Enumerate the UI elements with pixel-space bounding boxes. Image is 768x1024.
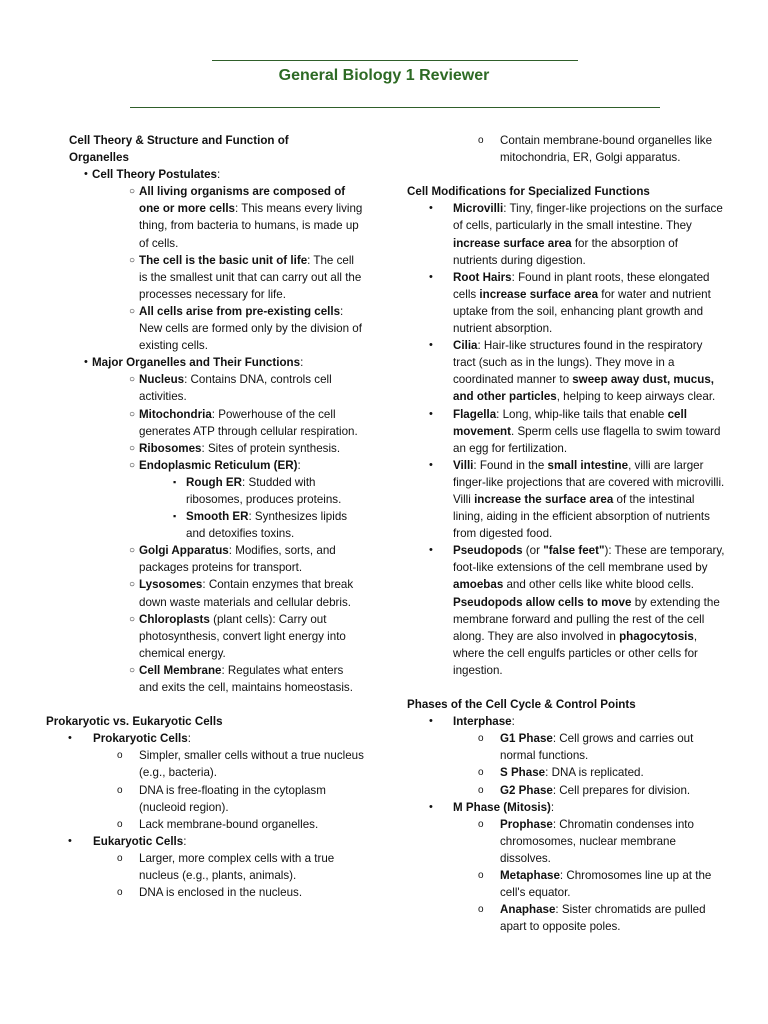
item-text: Metaphase: Chromosomes line up at the cell's equator. [500, 869, 712, 900]
list-item [129, 371, 364, 405]
item-text: M Phase (Mitosis): [453, 800, 555, 814]
list-item [478, 816, 725, 867]
item-text: Cell Membrane: Regulates what enters and exits the cell, maintains homeostasis. [139, 663, 353, 694]
bullet-icon: • [68, 834, 72, 847]
item-text: Prokaryotic vs. Eukaryotic Cells [46, 715, 223, 729]
right-column [407, 132, 725, 935]
circle-bullet-icon: o [478, 767, 484, 779]
list-item [68, 730, 363, 747]
circle-bullet-icon: ○ [129, 664, 136, 676]
item-text: Endoplasmic Reticulum (ER): [139, 458, 301, 472]
list-item [429, 337, 725, 405]
item-text: G2 Phase: Cell prepares for division. [500, 783, 691, 797]
item-text: Interphase: [453, 715, 515, 729]
list-item [84, 166, 362, 183]
circle-bullet-icon: ○ [129, 254, 136, 266]
bullet-icon: • [429, 715, 433, 728]
item-text: Phases of the Cell Cycle & Control Points [407, 698, 636, 712]
list-item [429, 542, 725, 679]
circle-bullet-icon: ○ [129, 408, 136, 420]
item-text: Prophase: Chromatin condenses into chromosomes, nuclear membrane dissolves. [500, 817, 694, 865]
item-text: Cell Modifications for Specialized Functions [407, 185, 650, 199]
circle-bullet-icon: o [478, 135, 484, 146]
item-text: All living organisms are composed of one or more cells: This means every living thing, from bacteria to humans, is made up of cells. [139, 185, 363, 250]
bullet-icon: • [429, 407, 433, 420]
list-item [478, 730, 725, 764]
bullet-icon: • [84, 356, 88, 369]
left-column [46, 132, 366, 901]
item-text: Cilia: Hair-like structures found in the respiratory tract (such as in the lungs). They move in a coordinated manner to sweep away dust, mucus, and other particles, helping to keep airways clear. [453, 339, 716, 404]
item-text: Rough ER: Studded with ribosomes, produces proteins. [186, 475, 342, 506]
bullet-icon: • [429, 202, 433, 215]
bullet-icon: • [429, 458, 433, 471]
circle-bullet-icon: o [117, 750, 123, 762]
list-item [84, 354, 362, 371]
list-item [478, 901, 725, 935]
section-heading [46, 713, 346, 730]
item-text: Cell Theory & Structure and Function of Organelles [69, 134, 289, 165]
item-text: Golgi Apparatus: Modifies, sorts, and packages proteins for transport. [139, 544, 336, 575]
item-text: DNA is enclosed in the nucleus. [139, 886, 303, 900]
list-item [117, 782, 364, 816]
circle-bullet-icon: o [478, 870, 484, 882]
list-item [117, 747, 364, 781]
item-text: Lack membrane-bound organelles. [139, 817, 319, 831]
circle-bullet-icon: ○ [129, 613, 136, 625]
top-rule [212, 60, 578, 61]
bottom-rule [130, 107, 660, 108]
list-item [129, 183, 364, 251]
list-item [129, 457, 364, 474]
list-item [429, 713, 725, 730]
list-item [429, 200, 725, 268]
list-item [173, 474, 366, 508]
list-item [129, 611, 364, 662]
list-item [478, 782, 725, 799]
item-text: The cell is the basic unit of life: The cell is the smallest unit that can carry out all the processes necessary for life. [139, 253, 362, 301]
item-text: Pseudopods (or "false feet"): These are temporary, foot-like extensions of the cell membrane used by amoebas and other cells like white blood cells. Pseudopods allow cells to move by extending the membrane forward and pulling the rest of the cell along. They are also involved in phagocytosis, where the cell engulfs particles or other cells for ingestion. [453, 544, 725, 677]
list-item [117, 884, 364, 901]
circle-bullet-icon: o [478, 733, 484, 745]
bullet-icon: • [429, 544, 433, 557]
square-bullet-icon: ▪ [173, 511, 177, 522]
item-text: Larger, more complex cells with a true nucleus (e.g., plants, animals). [139, 851, 335, 883]
item-text: Prokaryotic Cells: [93, 732, 191, 746]
item-text: DNA is free-floating in the cytoplasm (nucleoid region). [139, 783, 326, 814]
list-item [129, 576, 364, 610]
list-item [429, 406, 725, 457]
list-item [478, 132, 725, 166]
bullet-icon: • [68, 732, 72, 745]
list-item [478, 764, 725, 781]
spacer [407, 679, 725, 696]
circle-bullet-icon: o [478, 904, 484, 916]
item-text: Cell Theory Postulates: [92, 168, 221, 182]
section-heading [407, 696, 717, 713]
list-item [117, 850, 364, 884]
item-text: Microvilli: Tiny, finger-like projections on the surface of cells, particularly in the small intestine. They increase surface area for the absorption of nutrients during digestion. [453, 202, 723, 267]
item-text: S Phase: DNA is replicated. [500, 766, 644, 780]
square-bullet-icon: ▪ [173, 476, 177, 487]
section-heading [407, 183, 717, 200]
circle-bullet-icon: o [117, 887, 123, 899]
spacer [407, 166, 725, 183]
item-text: Ribosomes: Sites of protein synthesis. [139, 441, 341, 455]
circle-bullet-icon: o [478, 818, 484, 830]
item-text: Simpler, smaller cells without a true nucleus (e.g., bacteria). [139, 749, 364, 780]
item-text: Chloroplasts (plant cells): Carry out photosynthesis, convert light energy into chemical energy. [139, 612, 346, 660]
list-item [129, 440, 364, 457]
circle-bullet-icon: o [117, 852, 123, 864]
circle-bullet-icon: ○ [129, 186, 136, 198]
item-text: Eukaryotic Cells: [93, 834, 187, 848]
item-text: Lysosomes: Contain enzymes that break down waste materials and cellular debris. [139, 578, 354, 609]
item-text: Flagella: Long, whip-like tails that enable cell movement. Sperm cells use flagella to swim toward an egg for fertilization. [453, 407, 721, 455]
circle-bullet-icon: o [117, 784, 123, 796]
circle-bullet-icon: ○ [129, 545, 136, 557]
list-item [478, 867, 725, 901]
circle-bullet-icon: ○ [129, 459, 136, 471]
item-text: Mitochondria: Powerhouse of the cell generates ATP through cellular respiration. [139, 407, 358, 438]
item-text: Anaphase: Sister chromatids are pulled apart to opposite poles. [500, 903, 706, 934]
circle-bullet-icon: ○ [129, 442, 136, 454]
bullet-icon: • [84, 168, 88, 181]
item-text: All cells arise from pre-existing cells: New cells are formed only by the division of existing cells. [139, 304, 362, 353]
bullet-icon: • [429, 270, 433, 283]
list-item [429, 269, 725, 337]
item-text: Nucleus: Contains DNA, controls cell activities. [139, 373, 332, 404]
item-text: Smooth ER: Synthesizes lipids and detoxifies toxins. [186, 510, 348, 541]
list-item [129, 662, 364, 696]
item-text: Contain membrane-bound organelles like mitochondria, ER, Golgi apparatus. [500, 134, 713, 165]
item-text: G1 Phase: Cell grows and carries out normal functions. [500, 732, 694, 763]
bullet-icon: • [429, 339, 433, 352]
list-item [429, 457, 725, 542]
circle-bullet-icon: ○ [129, 579, 136, 591]
list-item [129, 303, 364, 354]
section-heading [69, 132, 324, 166]
circle-bullet-icon: ○ [129, 374, 136, 386]
item-text: Root Hairs: Found in plant roots, these elongated cells increase surface area for water and nutrient uptake from the soil, enhancing plant growth and nutrient absorption. [453, 270, 711, 336]
list-item [129, 406, 364, 440]
circle-bullet-icon: o [478, 784, 484, 796]
item-text: Villi: Found in the small intestine, villi are larger finger-like projections that are covered with microvilli. Villi increase the surface area of the intestinal lining, aiding in the efficient absorption of nutrients from digested food. [453, 458, 725, 541]
list-item [68, 833, 363, 850]
list-item [173, 508, 366, 542]
spacer [46, 696, 366, 713]
list-item [117, 816, 364, 833]
list-item [129, 542, 364, 576]
list-item [429, 799, 725, 816]
item-text: Major Organelles and Their Functions: [92, 356, 304, 370]
list-item [129, 252, 364, 303]
circle-bullet-icon: ○ [129, 305, 136, 317]
circle-bullet-icon: o [117, 818, 123, 830]
page-title: General Biology 1 Reviewer [278, 67, 490, 84]
bullet-icon: • [429, 800, 433, 813]
